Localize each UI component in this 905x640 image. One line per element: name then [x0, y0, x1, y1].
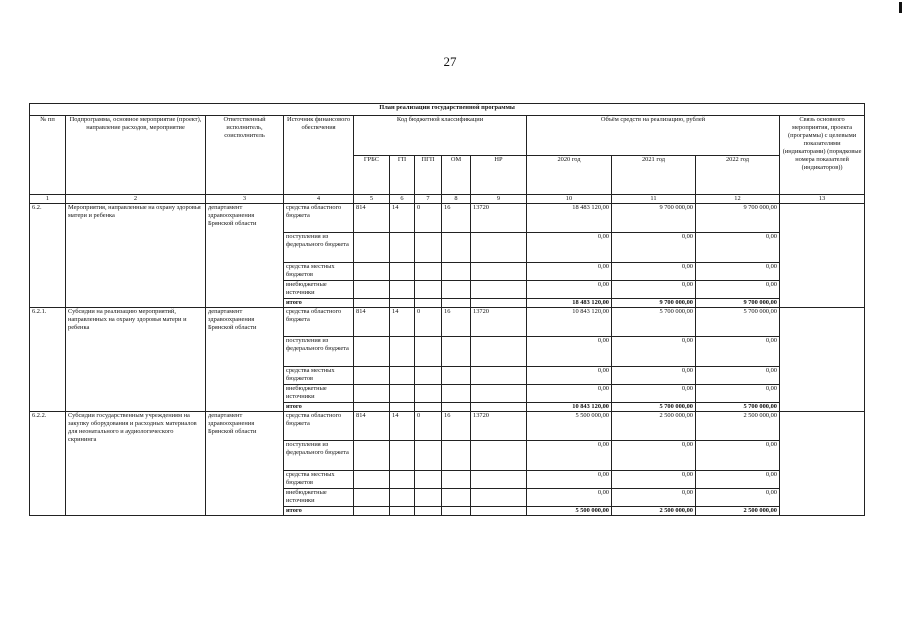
amount-2021: 0,00: [612, 385, 696, 403]
funding-source: итого: [284, 507, 354, 516]
code-nr: 13720: [471, 412, 527, 441]
code-pgp: 0: [415, 204, 442, 233]
code-gp: [390, 263, 415, 281]
funding-source: внебюджетные источники: [284, 385, 354, 403]
funding-source: итого: [284, 403, 354, 412]
code-pgp: 0: [415, 308, 442, 337]
code-nr: [471, 233, 527, 263]
funding-source: средства областного бюджета: [284, 412, 354, 441]
page-number: 27: [443, 54, 457, 69]
code-om: 16: [442, 308, 471, 337]
row-number: 6.2.: [30, 204, 66, 308]
amount-2022: 5 700 000,00: [696, 308, 780, 337]
code-om: [442, 403, 471, 412]
code-grbs: [354, 367, 390, 385]
activity-name: Субсидии на реализацию мероприятий, направленных на охрану здоровья матери и ребенка: [66, 308, 206, 412]
code-nr: [471, 489, 527, 507]
amount-2021: 5 700 000,00: [612, 403, 696, 412]
code-pgp: [415, 281, 442, 299]
amount-2020: 18 483 120,00: [527, 299, 612, 308]
column-number: 2: [66, 195, 206, 204]
header-executor: Ответственный исполнитель, соисполнитель: [206, 116, 284, 195]
amount-2022: 5 700 000,00: [696, 403, 780, 412]
code-grbs: 814: [354, 204, 390, 233]
amount-2021: 0,00: [612, 441, 696, 471]
amount-2022: 0,00: [696, 337, 780, 367]
amount-2022: 0,00: [696, 263, 780, 281]
header-funds: Объём средств на реализацию, рублей: [527, 116, 780, 156]
row-number: 6.2.1.: [30, 308, 66, 412]
header-grbs: ГРБС: [354, 155, 390, 195]
amount-2021: 2 500 000,00: [612, 507, 696, 516]
activity-name: Мероприятия, направленные на охрану здоровья матери и ребенка: [66, 204, 206, 308]
code-om: [442, 299, 471, 308]
table-row: [30, 412, 865, 441]
code-pgp: 0: [415, 412, 442, 441]
code-nr: [471, 299, 527, 308]
code-nr: 13720: [471, 308, 527, 337]
code-om: [442, 281, 471, 299]
code-gp: 14: [390, 204, 415, 233]
code-grbs: 814: [354, 308, 390, 337]
amount-2022: 9 700 000,00: [696, 299, 780, 308]
code-gp: [390, 489, 415, 507]
amount-2022: 0,00: [696, 367, 780, 385]
funding-source: поступления из федерального бюджета: [284, 441, 354, 471]
code-pgp: [415, 507, 442, 516]
code-gp: [390, 337, 415, 367]
activity-name: Субсидии государственным учреждениям на закупку оборудования и расходных материалов для неонатального и аудиологического скрининга: [66, 412, 206, 516]
funding-source: средства местных бюджетов: [284, 263, 354, 281]
code-gp: 14: [390, 412, 415, 441]
code-gp: [390, 507, 415, 516]
header-2022: 2022 год: [696, 155, 780, 195]
column-number: 8: [442, 195, 471, 204]
code-gp: [390, 367, 415, 385]
code-grbs: [354, 233, 390, 263]
amount-2020: 0,00: [527, 233, 612, 263]
code-grbs: [354, 471, 390, 489]
amount-2021: 0,00: [612, 337, 696, 367]
amount-2020: 10 843 120,00: [527, 403, 612, 412]
code-nr: 13720: [471, 204, 527, 233]
column-number: 11: [612, 195, 696, 204]
funding-source: поступления из федерального бюджета: [284, 233, 354, 263]
edge-mark: [899, 2, 902, 13]
executor: департамент здравоохранения Брянской области: [206, 412, 284, 516]
amount-2020: 0,00: [527, 489, 612, 507]
table-row: [30, 308, 865, 337]
code-grbs: [354, 385, 390, 403]
amount-2022: 0,00: [696, 489, 780, 507]
code-nr: [471, 367, 527, 385]
code-om: [442, 489, 471, 507]
code-om: [442, 507, 471, 516]
code-pgp: [415, 299, 442, 308]
amount-2021: 9 700 000,00: [612, 299, 696, 308]
amount-2022: 0,00: [696, 441, 780, 471]
code-om: [442, 233, 471, 263]
code-gp: [390, 299, 415, 308]
amount-2021: 0,00: [612, 489, 696, 507]
header-link: Связь основного мероприятия, проекта (программы) с целевыми показателями (индикаторами) (порядковые номера показателей (индикаторов)): [780, 116, 865, 195]
code-gp: [390, 233, 415, 263]
column-number: 13: [780, 195, 865, 204]
amount-2020: 5 500 000,00: [527, 412, 612, 441]
indicator-link: [780, 412, 865, 516]
code-om: 16: [442, 204, 471, 233]
amount-2022: 0,00: [696, 471, 780, 489]
column-number: 5: [354, 195, 390, 204]
amount-2022: 0,00: [696, 385, 780, 403]
amount-2020: 0,00: [527, 441, 612, 471]
code-pgp: [415, 367, 442, 385]
code-om: [442, 385, 471, 403]
header-2021: 2021 год: [612, 155, 696, 195]
header-budget-code: Код бюджетной классификации: [354, 116, 527, 156]
column-number: 7: [415, 195, 442, 204]
code-om: [442, 263, 471, 281]
column-numbers-row: [30, 195, 865, 204]
header-nr: НР: [471, 155, 527, 195]
column-number: 6: [390, 195, 415, 204]
amount-2021: 0,00: [612, 281, 696, 299]
amount-2022: 9 700 000,00: [696, 204, 780, 233]
code-om: [442, 367, 471, 385]
code-nr: [471, 403, 527, 412]
funding-source: средства местных бюджетов: [284, 367, 354, 385]
amount-2021: 0,00: [612, 367, 696, 385]
code-grbs: [354, 507, 390, 516]
code-pgp: [415, 233, 442, 263]
funding-source: поступления из федерального бюджета: [284, 337, 354, 367]
code-om: [442, 471, 471, 489]
code-om: [442, 337, 471, 367]
header-name: Подпрограмма, основное мероприятие (проект), направление расходов, мероприятие: [66, 116, 206, 195]
code-gp: [390, 403, 415, 412]
indicator-link: [780, 204, 865, 308]
executor: департамент здравоохранения Брянской области: [206, 308, 284, 412]
code-nr: [471, 337, 527, 367]
column-number: 1: [30, 195, 66, 204]
program-plan-table: [29, 103, 865, 516]
header-source: Источник финансового обеспечения: [284, 116, 354, 195]
amount-2022: 2 500 000,00: [696, 507, 780, 516]
column-number: 9: [471, 195, 527, 204]
amount-2021: 9 700 000,00: [612, 204, 696, 233]
code-pgp: [415, 471, 442, 489]
table-title: План реализации государственной программы: [30, 104, 865, 116]
amount-2020: 0,00: [527, 337, 612, 367]
code-pgp: [415, 403, 442, 412]
code-grbs: [354, 263, 390, 281]
column-number: 10: [527, 195, 612, 204]
code-om: 16: [442, 412, 471, 441]
code-nr: [471, 385, 527, 403]
amount-2020: 18 483 120,00: [527, 204, 612, 233]
indicator-link: [780, 308, 865, 412]
funding-source: внебюджетные источники: [284, 489, 354, 507]
code-grbs: [354, 441, 390, 471]
code-nr: [471, 281, 527, 299]
code-gp: [390, 281, 415, 299]
amount-2022: 0,00: [696, 281, 780, 299]
code-om: [442, 441, 471, 471]
funding-source: внебюджетные источники: [284, 281, 354, 299]
amount-2020: 5 500 000,00: [527, 507, 612, 516]
column-number: 3: [206, 195, 284, 204]
amount-2021: 5 700 000,00: [612, 308, 696, 337]
code-grbs: [354, 299, 390, 308]
amount-2020: 0,00: [527, 385, 612, 403]
code-gp: [390, 471, 415, 489]
amount-2020: 0,00: [527, 471, 612, 489]
code-gp: 14: [390, 308, 415, 337]
funding-source: итого: [284, 299, 354, 308]
code-nr: [471, 263, 527, 281]
header-pgp: ПГП: [415, 155, 442, 195]
header-gp: ГП: [390, 155, 415, 195]
executor: департамент здравоохранения Брянской области: [206, 204, 284, 308]
amount-2022: 0,00: [696, 233, 780, 263]
code-gp: [390, 441, 415, 471]
code-grbs: [354, 337, 390, 367]
amount-2020: 0,00: [527, 263, 612, 281]
amount-2020: 0,00: [527, 367, 612, 385]
amount-2022: 2 500 000,00: [696, 412, 780, 441]
column-number: 12: [696, 195, 780, 204]
code-grbs: [354, 281, 390, 299]
code-pgp: [415, 385, 442, 403]
amount-2021: 0,00: [612, 471, 696, 489]
code-pgp: [415, 441, 442, 471]
amount-2020: 10 843 120,00: [527, 308, 612, 337]
amount-2020: 0,00: [527, 281, 612, 299]
table-row: [30, 204, 865, 233]
code-nr: [471, 471, 527, 489]
code-grbs: 814: [354, 412, 390, 441]
code-pgp: [415, 263, 442, 281]
funding-source: средства областного бюджета: [284, 308, 354, 337]
funding-source: средства областного бюджета: [284, 204, 354, 233]
funding-source: средства местных бюджетов: [284, 471, 354, 489]
code-grbs: [354, 489, 390, 507]
column-number: 4: [284, 195, 354, 204]
amount-2021: 0,00: [612, 233, 696, 263]
code-gp: [390, 385, 415, 403]
header-2020: 2020 год: [527, 155, 612, 195]
code-nr: [471, 441, 527, 471]
amount-2021: 0,00: [612, 263, 696, 281]
row-number: 6.2.2.: [30, 412, 66, 516]
code-nr: [471, 507, 527, 516]
header-num: № пп: [30, 116, 66, 195]
header-om: ОМ: [442, 155, 471, 195]
code-pgp: [415, 489, 442, 507]
code-pgp: [415, 337, 442, 367]
amount-2021: 2 500 000,00: [612, 412, 696, 441]
code-grbs: [354, 403, 390, 412]
